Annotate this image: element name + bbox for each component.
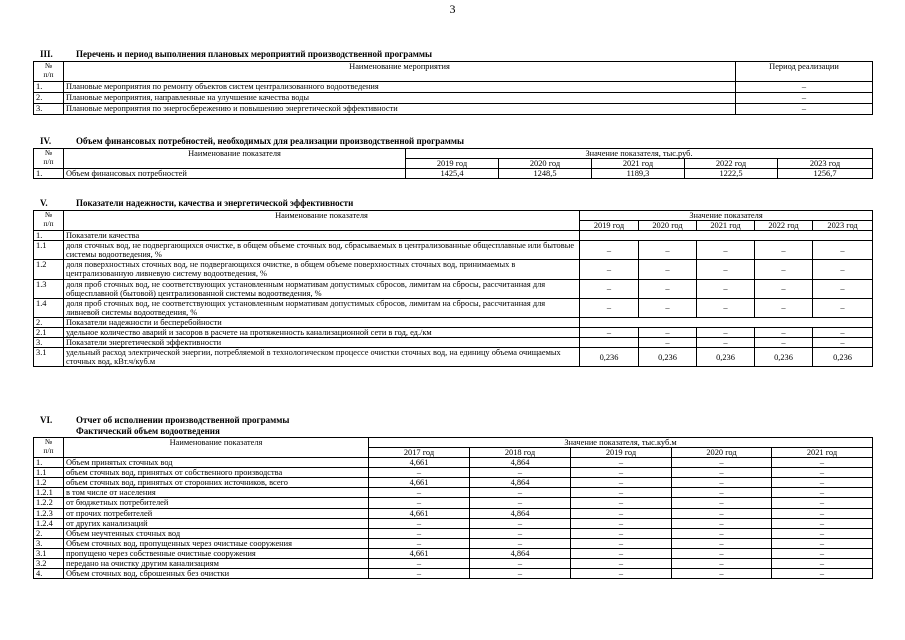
row-period: – (736, 93, 873, 104)
group-row (34, 317, 873, 327)
row-number: 1.2.2 (34, 498, 64, 508)
row-value: – (369, 498, 470, 508)
row-value: – (672, 538, 772, 548)
year-header: 2019 год (406, 159, 499, 169)
table-row (34, 569, 873, 579)
name-header: Наименование мероприятия (64, 62, 736, 82)
number-header: № п/п (34, 149, 64, 169)
row-value: – (470, 468, 571, 478)
section-5-title: Показатели надежности, качества и энергетической эффективности (76, 198, 354, 208)
row-value: – (639, 298, 697, 317)
table-row (34, 260, 873, 279)
row-name: доля проб сточных вод, не соответствующих установленным нормативам допустимых сбросов, лимитам на сбросы, рассчитанная для ливневой системы водоотведения, % (64, 298, 580, 317)
section-6-title: Отчет об исполнении производственной программы (76, 415, 290, 425)
row-name: доля поверхностных сточных вод, не подвергающихся очистке, в общем объеме поверхностных сточных вод, принимаемых в централизованную ливневую систему водоотведения, % (64, 260, 580, 279)
row-value: – (369, 569, 470, 579)
number-header: № п/п (34, 438, 64, 458)
row-value: – (755, 327, 813, 337)
year-header: 2020 год (639, 221, 697, 231)
row-value: 4,864 (470, 508, 571, 518)
table-row (34, 478, 873, 488)
row-value: – (470, 538, 571, 548)
row-value: – (571, 458, 672, 468)
row-name: доля сточных вод, не подвергающихся очистке, в общем объеме сточных вод, сбрасываемых в централизованные общесплавные или бытовые системы водоотведения, % (64, 241, 580, 260)
row-value: – (672, 518, 772, 528)
row-name: удельный расход электрической энергии, потребляемой в технологическом процессе очистки сточных вод, на единицу объема очищаемых сточных вод, кВт.ч/куб.м (64, 348, 580, 367)
row-name: объем сточных вод, принятых от собственного производства (64, 468, 369, 478)
row-name: Объем сточных вод, пропущенных через очистные сооружения (64, 538, 369, 548)
row-value: 4,864 (470, 478, 571, 488)
year-header: 2020 год (672, 448, 772, 458)
section-6-subtitle: Фактический объем водоотведения (76, 426, 220, 436)
row-name: пропущено через собственные очистные сооружения (64, 548, 369, 558)
row-value: – (571, 488, 672, 498)
year-header: 2021 год (592, 159, 685, 169)
group-row (34, 231, 873, 241)
reliability-indicators-table (33, 210, 873, 367)
year-header: 2019 год (580, 221, 639, 231)
row-number: 1.3 (34, 279, 64, 298)
table-row (34, 348, 873, 367)
row-number: 1.2.1 (34, 488, 64, 498)
table-row (34, 298, 873, 317)
row-value: – (571, 528, 672, 538)
row-name: Показатели надежности и бесперебойности (64, 317, 580, 327)
table-row (34, 93, 873, 104)
row-value: – (571, 569, 672, 579)
year-header: 2020 год (499, 159, 592, 169)
row-number: 3. (34, 538, 64, 548)
number-header: № п/п (34, 62, 64, 82)
row-value: – (571, 558, 672, 568)
row-value: – (369, 488, 470, 498)
page-number: 3 (449, 2, 456, 16)
row-name: Плановые мероприятия по ремонту объектов систем централизованного водоотведения (64, 82, 736, 93)
table-row (34, 468, 873, 478)
row-value: – (772, 508, 873, 518)
section-4-heading (40, 136, 464, 146)
table-row (34, 82, 873, 93)
row-number: 1. (34, 169, 64, 179)
empty-values-cell (580, 231, 873, 241)
section-5-heading (40, 198, 353, 208)
row-value: – (580, 298, 639, 317)
section-5-number: V. (40, 198, 48, 208)
header-row (34, 438, 873, 448)
row-name: объем сточных вод, принятых от сторонних источников, всего (64, 478, 369, 488)
row-value: – (697, 241, 755, 260)
section-4-number: IV. (40, 136, 52, 146)
header-row (34, 149, 873, 159)
table-row (34, 169, 873, 179)
row-name: Объем неучтенных сточных вод (64, 528, 369, 538)
row-value: – (697, 279, 755, 298)
row-value: – (813, 279, 873, 298)
year-header: 2018 год (470, 448, 571, 458)
row-name: от бюджетных потребителей (64, 498, 369, 508)
wastewater-volume-table (33, 437, 873, 579)
row-value: – (571, 478, 672, 488)
row-value: – (672, 498, 772, 508)
value-header: Значение показателя, тыс.руб. (406, 149, 873, 159)
row-number: 3. (34, 338, 64, 348)
row-value: 1256,7 (778, 169, 873, 179)
row-value: 4,661 (369, 478, 470, 488)
row-value: – (755, 241, 813, 260)
row-value: – (470, 518, 571, 528)
year-header: 2023 год (778, 159, 873, 169)
row-number: 1.4 (34, 298, 64, 317)
row-value: 0,236 (580, 348, 639, 367)
row-value: – (755, 279, 813, 298)
row-value: – (672, 569, 772, 579)
row-value: – (772, 498, 873, 508)
row-value: – (697, 260, 755, 279)
table-row (34, 538, 873, 548)
row-value: – (580, 327, 639, 337)
row-value: – (813, 298, 873, 317)
row-value: – (755, 298, 813, 317)
row-number: 3.2 (34, 558, 64, 568)
empty-values-cell (580, 317, 873, 327)
row-value: – (755, 338, 813, 348)
row-value: 1248,5 (499, 169, 592, 179)
section-3-number: III. (40, 49, 53, 59)
row-value: – (639, 241, 697, 260)
row-value: – (755, 260, 813, 279)
section-3-title: Перечень и период выполнения плановых мероприятий производственной программы (76, 49, 433, 59)
row-number: 1.1 (34, 241, 64, 260)
row-name: Объем финансовых потребностей (64, 169, 406, 179)
row-value: – (697, 298, 755, 317)
row-value: – (470, 498, 571, 508)
row-name: в том числе от населения (64, 488, 369, 498)
name-header: Наименование показателя (64, 149, 406, 169)
row-number: 3. (34, 104, 64, 115)
value-header: Значение показателя (580, 211, 873, 221)
row-name: удельное количество аварий и засоров в расчете на протяженность канализационной сети в год, ед./км (64, 327, 580, 337)
row-value: – (369, 528, 470, 538)
row-number: 1. (34, 458, 64, 468)
row-value: – (772, 548, 873, 558)
row-value: – (813, 260, 873, 279)
table-row (34, 279, 873, 298)
row-value: – (571, 498, 672, 508)
row-value: – (639, 260, 697, 279)
row-number: 2. (34, 528, 64, 538)
row-value: – (571, 548, 672, 558)
year-header: 2023 год (813, 221, 873, 231)
row-value: – (672, 558, 772, 568)
row-value: 1425,4 (406, 169, 499, 179)
row-value: – (571, 518, 672, 528)
table-row (34, 518, 873, 528)
planned-measures-table (33, 61, 873, 115)
row-name: Показатели качества (64, 231, 580, 241)
row-number: 1. (34, 231, 64, 241)
row-number: 1.2.4 (34, 518, 64, 528)
row-value (580, 338, 639, 348)
row-value: – (580, 241, 639, 260)
financial-needs-table (33, 148, 873, 179)
row-value: – (571, 468, 672, 478)
header-row (34, 62, 873, 82)
row-value: 0,236 (639, 348, 697, 367)
row-value: – (639, 338, 697, 348)
row-value: – (470, 558, 571, 568)
section-3-heading (40, 49, 432, 59)
row-value: – (369, 518, 470, 528)
row-value: – (813, 241, 873, 260)
table-row (34, 548, 873, 558)
number-header: № п/п (34, 211, 64, 231)
row-value: – (772, 478, 873, 488)
section-6-number: VI. (40, 415, 53, 425)
row-value: 4,661 (369, 548, 470, 558)
row-value: – (772, 528, 873, 538)
year-header: 2021 год (772, 448, 873, 458)
row-value: – (672, 528, 772, 538)
row-value: – (470, 488, 571, 498)
row-number: 1.2 (34, 260, 64, 279)
table-row (34, 241, 873, 260)
row-name: Плановые мероприятия по энергосбережению и повышению энергетической эффективности (64, 104, 736, 115)
table-row (34, 338, 873, 348)
row-number: 1.1 (34, 468, 64, 478)
row-value: – (813, 338, 873, 348)
row-number: 2.1 (34, 327, 64, 337)
period-header: Период реализации (736, 62, 873, 82)
row-value: 4,864 (470, 548, 571, 558)
table-row (34, 558, 873, 568)
row-value: – (772, 518, 873, 528)
row-value: – (470, 528, 571, 538)
row-value: – (672, 468, 772, 478)
row-value: 0,236 (697, 348, 755, 367)
year-header: 2022 год (755, 221, 813, 231)
row-name: от прочих потребителей (64, 508, 369, 518)
row-value: – (772, 558, 873, 568)
row-number: 2. (34, 93, 64, 104)
header-row (34, 211, 873, 221)
row-number: 1. (34, 82, 64, 93)
row-value: 1189,3 (592, 169, 685, 179)
year-header: 2022 год (685, 159, 778, 169)
table-row (34, 528, 873, 538)
table-row (34, 458, 873, 468)
year-header: 2017 год (369, 448, 470, 458)
row-value: – (639, 327, 697, 337)
name-header: Наименование показателя (64, 438, 369, 458)
row-value: – (639, 279, 697, 298)
value-header: Значение показателя, тыс.куб.м (369, 438, 873, 448)
row-name: Объем сточных вод, сброшенных без очистки (64, 569, 369, 579)
row-number: 1.2 (34, 478, 64, 488)
row-name: доля проб сточных вод, не соответствующих установленным нормативам допустимых сбросов, лимитам на сбросы, рассчитанная для общесплавной (бытовой) централизованной системы водоотведения, % (64, 279, 580, 298)
row-value: – (571, 508, 672, 518)
name-header: Наименование показателя (64, 211, 580, 231)
row-value: – (369, 538, 470, 548)
row-value: – (369, 558, 470, 568)
row-value: – (672, 508, 772, 518)
row-value: – (672, 488, 772, 498)
row-number: 1.2.3 (34, 508, 64, 518)
row-value: – (697, 338, 755, 348)
row-value: – (571, 538, 672, 548)
row-number: 4. (34, 569, 64, 579)
row-value: – (672, 548, 772, 558)
table-row (34, 327, 873, 337)
row-value: – (369, 468, 470, 478)
row-value: – (772, 458, 873, 468)
row-value: – (697, 327, 755, 337)
year-header: 2019 год (571, 448, 672, 458)
table-row (34, 488, 873, 498)
row-value: 4,661 (369, 458, 470, 468)
row-value: 0,236 (755, 348, 813, 367)
row-value: 0,236 (813, 348, 873, 367)
row-value: – (580, 260, 639, 279)
row-value: 1222,5 (685, 169, 778, 179)
row-value: – (672, 458, 772, 468)
row-name: Плановые мероприятия, направленные на улучшение качества воды (64, 93, 736, 104)
row-value: 4,864 (470, 458, 571, 468)
row-value: – (772, 468, 873, 478)
table-row (34, 508, 873, 518)
table-row (34, 104, 873, 115)
row-value: – (772, 488, 873, 498)
row-value: – (813, 327, 873, 337)
row-value: – (672, 478, 772, 488)
row-number: 2. (34, 317, 64, 327)
row-value: – (580, 279, 639, 298)
row-period: – (736, 82, 873, 93)
row-name: Объем принятых сточных вод (64, 458, 369, 468)
row-value: – (772, 569, 873, 579)
row-value: – (772, 538, 873, 548)
row-name: передано на очистку другим канализациям (64, 558, 369, 568)
year-header: 2021 год (697, 221, 755, 231)
table-row (34, 498, 873, 508)
section-4-title: Объем финансовых потребностей, необходимых для реализации производственной программы (76, 136, 465, 146)
section-6-heading (40, 415, 289, 425)
row-name: Показатели энергетической эффективности (64, 338, 580, 348)
row-value: – (470, 569, 571, 579)
row-period: – (736, 104, 873, 115)
row-number: 3.1 (34, 348, 64, 367)
row-number: 3.1 (34, 548, 64, 558)
row-name: от других канализаций (64, 518, 369, 528)
row-value: 4,661 (369, 508, 470, 518)
